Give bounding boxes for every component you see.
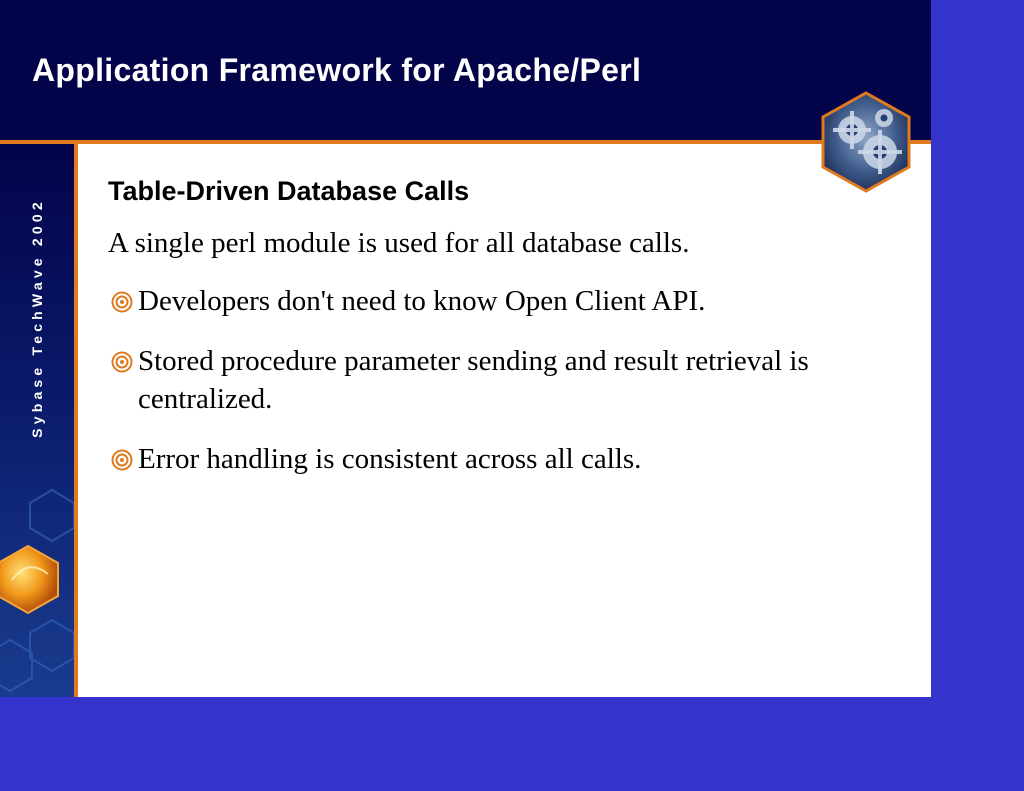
target-bullet-icon [111,449,133,471]
bullet-item [108,282,898,320]
bullet-text: Developers don't need to know Open Client API. [138,285,706,317]
slide-title: Application Framework for Apache/Perl [32,52,642,88]
bullet-text: Stored procedure parameter sending and result retrieval is centralized. [138,345,809,415]
bullet-item [108,342,898,418]
target-bullet-icon [111,291,133,313]
header-divider [0,140,931,144]
target-bullet-icon [111,351,133,373]
bullet-item [108,440,898,478]
header-bar [0,0,931,140]
slide-content [108,172,898,500]
bullet-list [108,282,898,478]
bullet-text: Error handling is consistent across all calls. [138,443,642,475]
hexagon-decoration-icon [0,470,74,697]
section-heading: Table-Driven Database Calls [108,176,470,206]
sidebar-divider [74,144,78,697]
sidebar-branding-text: Sybase TechWave 2002 [29,198,45,438]
intro-text: A single perl module is used for all database calls. [108,227,690,259]
